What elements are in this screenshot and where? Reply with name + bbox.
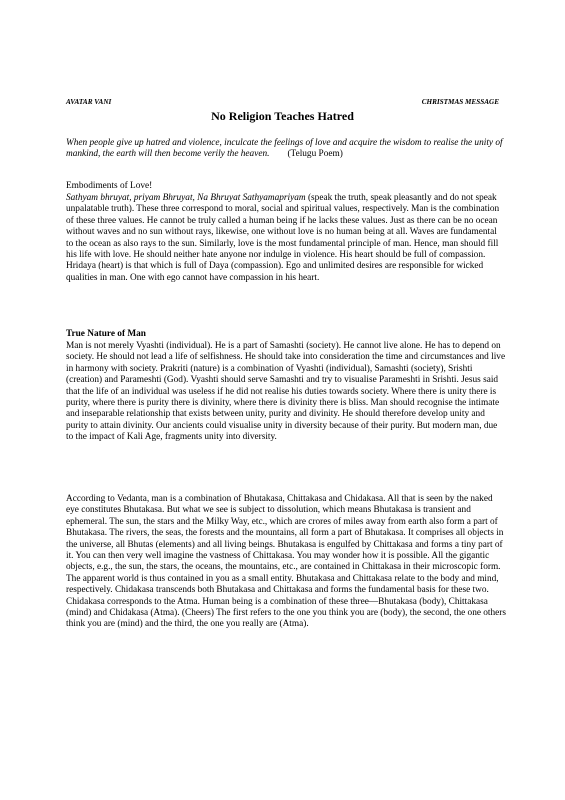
salutation: Embodiments of Love! — [66, 181, 153, 191]
sanskrit-mantra: Sathyam bhruyat, priyam Bhruyat, Na Bhruyat Sathyamapriyam — [66, 193, 306, 203]
paragraph-1-body: (speak the truth, speak pleasantly and do not speak unpalatable truth). These three correspond to moral, social and spiritual values, respectively. Man is the combination of these three values. He cannot be truly called a human being if he lacks these values. Just as there can be no ocean without waves and no sun without rays, likewise, one without love is no human being at all. Waves are fundamental to the ocean as also rays to the sun. Similarly, love is the most fundamental principle of man. Hence, man should fill his life with love. He should neither hate anyone nor indulge in violence. His heart should be full of compassion. Hridaya (heart) is that which is full of Daya (compassion). Ego and unlimited desires are responsible for wicked qualities in man. One with ego cannot have compassion in his heart. — [66, 193, 500, 283]
epigraph — [66, 138, 506, 161]
paragraph-2: Man is not merely Vyashti (individual). He is a part of Samashti (society). He cannot live alone. He has to depend on society. He should not lead a life of selfishness. He should take into consideration the time and circumstances and live in harmony with society. Prakriti (nature) is a combination of Vyashti (individual), Samashti (society), Srishti (creation) and Parameshti (God). Vyashti should serve Samashti and try to visualise Parameshti in Srishti. Jesus said that the life of an individual was useless if he did not realise his duties towards society. Where there is unity there is purity, where there is purity there is divinity, where there is divinity there is bliss. Man should recognise the intimate and inseparable relationship that exists between unity, purity and divinity. He should therefore develop unity and purity to attain divinity. Our ancients could visualise unity in diversity because of their purity. But modern man, due to the impact of Kali Age, fragments unity into diversity. — [66, 341, 506, 443]
section-heading: True Nature of Man — [66, 329, 146, 339]
epigraph-text: When people give up hatred and violence, inculcate the feelings of love and acquire the wisdom to realise the unity of mankind, the earth will then become verily the heaven. — [66, 138, 503, 160]
epigraph-source: (Telugu Poem) — [287, 149, 343, 160]
header-publication: AVATAR VANI — [66, 98, 112, 106]
page-title: No Religion Teaches Hatred — [211, 109, 354, 123]
paragraph-1 — [66, 193, 506, 284]
paragraph-3: According to Vedanta, man is a combination of Bhutakasa, Chittakasa and Chidakasa. All that is seen by the naked eye constitutes Bhutakasa. But what we see is subject to dissolution, which means Bhutakasa is transient and ephemeral. The sun, the stars and the Milky Way, etc., which are crores of miles away from earth also form a part of Bhutakasa. The rivers, the seas, the forests and the mountains, all form a part of Bhutakasa. It comprises all objects in the universe, all Bhutas (elements) and all living beings. Bhutakasa is engulfed by Chittakasa and forms a tiny part of it. You can then very well imagine the vastness of Chittakasa. You may wonder how it is possible. All the gigantic objects, e.g., the sun, the stars, the oceans, the mountains, etc., are contained in Chittakasa in their microscopic form. The apparent world is thus contained in you as a small entity. Bhutakasa and Chittakasa relate to the body and mind, respectively. Chidakasa transcends both Bhutakasa and Chittakasa and forms the fundamental basis for these two. Chidakasa corresponds to the Atma. Human being is a combination of these three—Bhutakasa (body), Chittakasa (mind) and Chidakasa (Atma). (Cheers) The first refers to the one you think you are (body), the second, the one others think you are (mind) and the third, the one you really are (Atma). — [66, 494, 507, 630]
header-section: CHRISTMAS MESSAGE — [421, 98, 499, 106]
